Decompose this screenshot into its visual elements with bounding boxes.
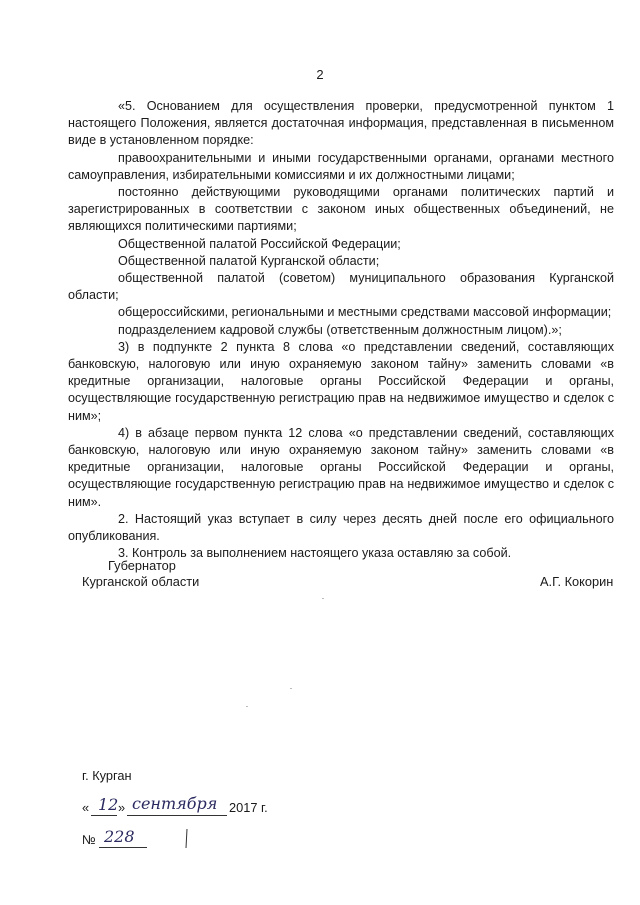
page-number: 2 [316, 67, 324, 82]
city-label: г. Курган [82, 768, 132, 783]
date-day-handwritten: 12 [98, 795, 119, 814]
number-handwritten: 228 [104, 827, 135, 846]
signature-title-line1: Губернатор [108, 558, 176, 573]
signature-name: А.Г. Кокорин [540, 574, 614, 589]
date-month-handwritten: сентября [132, 794, 218, 813]
date-month-underline [127, 815, 227, 816]
paragraph: подразделением кадровой службы (ответственным должностным лицом).»; [118, 322, 562, 337]
paragraph: Общественной палатой Российской Федерации; [118, 236, 401, 251]
paragraph: общественной палатой (советом) муниципального образования Курганской области; [68, 271, 614, 303]
paragraph: 2. Настоящий указ вступает в силу через десять дней после его официального опубликования. [68, 511, 614, 544]
signature-title-line2: Курганской области [82, 574, 200, 589]
paragraph: «5. Основанием для осуществления проверки, предусмотренной пунктом 1 настоящего Положения, является достаточная информация, представленная в письменном виде в установленном порядке: [68, 99, 614, 148]
number-underline [99, 847, 147, 848]
pen-stroke-mark [183, 828, 191, 850]
scan-speck [290, 688, 292, 689]
paragraph: 4) в абзаце первом пункта 12 слова «о представлении сведений, составляющих банковскую, налоговую или иную охраняемую законом тайну» заменить словами «в кредитные организации, налоговые органы Российской Федерации и органы, осуществляющие государственную регистрацию прав на недвижимое имущество и сделок с ним». [68, 425, 614, 509]
date-open-quote: « [82, 800, 90, 815]
scan-speck [246, 706, 248, 707]
scan-speck [322, 598, 324, 599]
document-body [68, 98, 614, 562]
paragraph: Общественной палатой Курганской области; [118, 253, 380, 268]
paragraph: 3) в подпункте 2 пункта 8 слова «о представлении сведений, составляющих банковскую, налоговую или иную охраняемую законом тайну» заменить словами «в кредитные организации, налоговые органы Российской Федерации и органы, осуществляющие государственную регистрацию прав на недвижимое имущество и сделок с ним»; [68, 339, 614, 423]
date-day-underline [91, 815, 117, 816]
paragraph: 3. Контроль за выполнением настоящего указа оставляю за собой. [118, 546, 512, 561]
number-label: № [82, 832, 96, 847]
date-close-quote: » [118, 800, 126, 815]
paragraph: общероссийскими, региональными и местными средствами массовой информации; [118, 305, 612, 320]
paragraph: правоохранительными и иными государственными органами, органами местного самоуправления, избирательными комиссиями и их должностными лицами; [68, 150, 614, 182]
date-year: 2017 г. [229, 800, 268, 815]
paragraph: постоянно действующими руководящими органами политических партий и зарегистрированных в соответствии с законом иных общественных объединений, не являющихся политическими партиями; [68, 185, 614, 234]
